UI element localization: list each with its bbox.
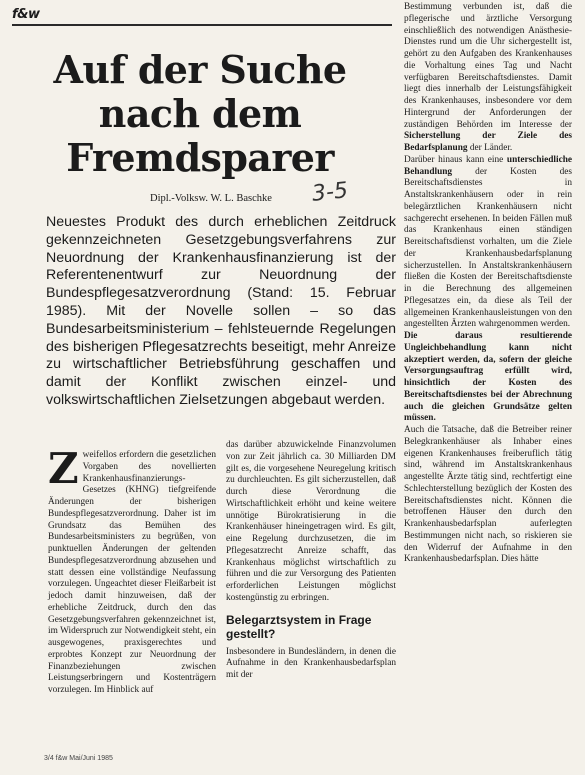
column-3-text: der Länder. xyxy=(469,143,513,153)
emphasis-text: Sicherstellung der Ziele des Bedarfsplanung xyxy=(404,131,572,153)
body-column-2 xyxy=(226,440,396,682)
body-column-1 xyxy=(48,444,216,697)
emphasis-paragraph: Die daraus resultierende Ungleichbehandlung kann nicht akzeptiert werden, da, sofern der gleiche Versorgungsauftrag erfüllt wird, hinsichtlich der Kosten des Bereitschaftsdienstes bei der Abrechnung auch die gleichen Grundsätze gelten müssen. xyxy=(404,331,572,424)
author-byline: Dipl.-Volksw. W. L. Baschke xyxy=(150,193,272,204)
section-subhead: Belegarztsystem in Frage gestellt? xyxy=(226,612,372,641)
headline-line-2: nach dem xyxy=(98,91,302,136)
emphasis-text: unterschiedliche Behandlung xyxy=(404,154,572,177)
body-column-3 xyxy=(404,2,572,566)
headline xyxy=(40,48,360,180)
column-1-text: weifellos erfordern die gesetzlichen Vorgaben des novellierten Krankenhausfinanzierungs-Gesetzes (KHNG) tiefgreifende Änderungen der bisherigen Bundespflegesatzverordnung. Daher ist im Grundsatz das Bemühen des Bundesarbeitsministers zu begrüßen, von punktuellen Änderungen der geltenden Bundespflegesatzverordnung abzusehen und statt dessen eine vollständige Neufassung vorzulegen. Ungeachtet dieser Fleißarbeit ist jedoch damit hinzuweisen, daß der erhebliche Zeitdruck, durch den das Gesetzgebungsverfahren gekennzeichnet ist, im Widerspruch zur Notwendigkeit steht, ein ausgewogenes, praxisgerechtes und erprobtes Konzept zur Neuordnung der Finanzbeziehungen zwischen Leistungserbringern und Kostenträgern vorzulegen. Im Hinblick auf xyxy=(48,450,216,695)
column-3-paragraph-2 xyxy=(404,155,572,331)
headline-line-1: Auf der Suche xyxy=(53,47,347,92)
headline-line-3: Fremdsparer xyxy=(66,135,334,180)
column-3-paragraph-3 xyxy=(404,331,572,425)
column-2-text: das darüber abzuwickelnde Finanzvolumen von zur Zeit jährlich ca. 30 Milliarden DM gilt es, die vorgesehene Neuregelung kritisch zu durchleuchten. Es gilt sicherzustellen, daß durch diese Verordnung die Wirtschaftlichkeit erhöht und keine weitere unnötige Bürokratisierung in die Krankenhäuser hineingetragen wird. Es gilt, eine Regelung durchzusetzen, die im Pflegesatzrecht Anreize schafft, das Krankenhaus möglichst wirtschaftlich zu führen und die zur Versorgung des Patienten erforderlichen Leistungen möglichst kostengünstig zu erbringen. xyxy=(226,440,396,603)
column-2-text-continued: Insbesondere in Bundesländern, in denen die Aufnahme in den Krankenhausbedarfsplan mit der xyxy=(226,646,396,680)
column-3-text: Bestimmung verbunden ist, daß die pflegerische und ärztliche Versorgung einschließlich des notwendigen Anästhesie-Dienstes rund um die Uhr sichergestellt ist, gehört zu den Aufgaben des Krankenhauses die Vorhaltung eines Tag und Nacht verfügbaren Bereitschaftsdienstes. Damit liegt dies innerhalb der Leistungsfähigkeit des Krankenhauses, insbesondere vor dem Hintergrund der Anforderungen der zuständigen Behörden im Interesse der xyxy=(404,2,572,130)
drop-cap: Z xyxy=(48,444,79,493)
column-3-paragraph-4: Auch die Tatsache, daß die Betreiber reiner Belegkrankenhäuser als Inhaber eines eigenen Krankenhauses freiberuflich tätig sind, während im Anstaltskrankenhaus angestellte Ärzte tätig sind, rechtfertigt eine Schlechterstellung bezüglich der Kosten des Bereitschaftsdienstes nicht. Können die betroffenen Häuser den durch den Krankenhausbedarfsplan auferlegten Bestimmungen nicht nach, so riskieren sie den Widerruf der Aufnahme in den Krankenhausbedarfsplan. Dies hätte xyxy=(404,425,572,565)
page-footer: 3/4 f&w Mai/Juni 1985 xyxy=(44,755,113,762)
masthead xyxy=(12,8,392,26)
column-3-text: Darüber hinaus kann eine xyxy=(404,154,504,165)
lead-paragraph: Neuestes Produkt des durch erheblichen Zeitdruck gekennzeichneten Gesetzgebungsverfahrens zur Neuordnung der Krankenhausfinanzierung ist der Referentenentwurf zur Neuordnung der Bundespflegesatzverordnung (Stand: 15. Februar 1985). Mit der Novelle sollen – so das Bundesarbeitsministerium – fehlsteuernde Regelungen des bisherigen Pflegesatzrechts beseitigt, mehr Anreize zu wirtschaftlicher Betriebsführung geschaffen und damit der Konflikt zwischen einzel- und volkswirtschaftlichen Zielsetzungen abgebaut werden. xyxy=(46,214,396,408)
handwritten-note: 3-5 xyxy=(310,178,350,207)
column-3-paragraph-1 xyxy=(404,2,572,155)
column-3-text: der Kosten des Bereitschaftsdienstes in Anstaltskrankenhäusern oder in rein belegärztlichen Krankenhäusern nicht sachgerecht ersehenen. In beiden Fällen muß das Krankenhaus einen ständigen Bereitschaftsdienst vorhalten, um die Ziele der Krankenhausbedarfsplanung sicherzustellen. In Anstaltskrankenhäusern fließen die Kosten der Bereitschaftsdienste in die Berechnung des allgemeinen Pflegesatzes ein, da diese als Teil der allgemeinen Krankenhausleistungen von den angestellten Ärzten wahrgenommen werden. xyxy=(404,166,572,330)
publication-logo: f&w xyxy=(12,7,40,22)
